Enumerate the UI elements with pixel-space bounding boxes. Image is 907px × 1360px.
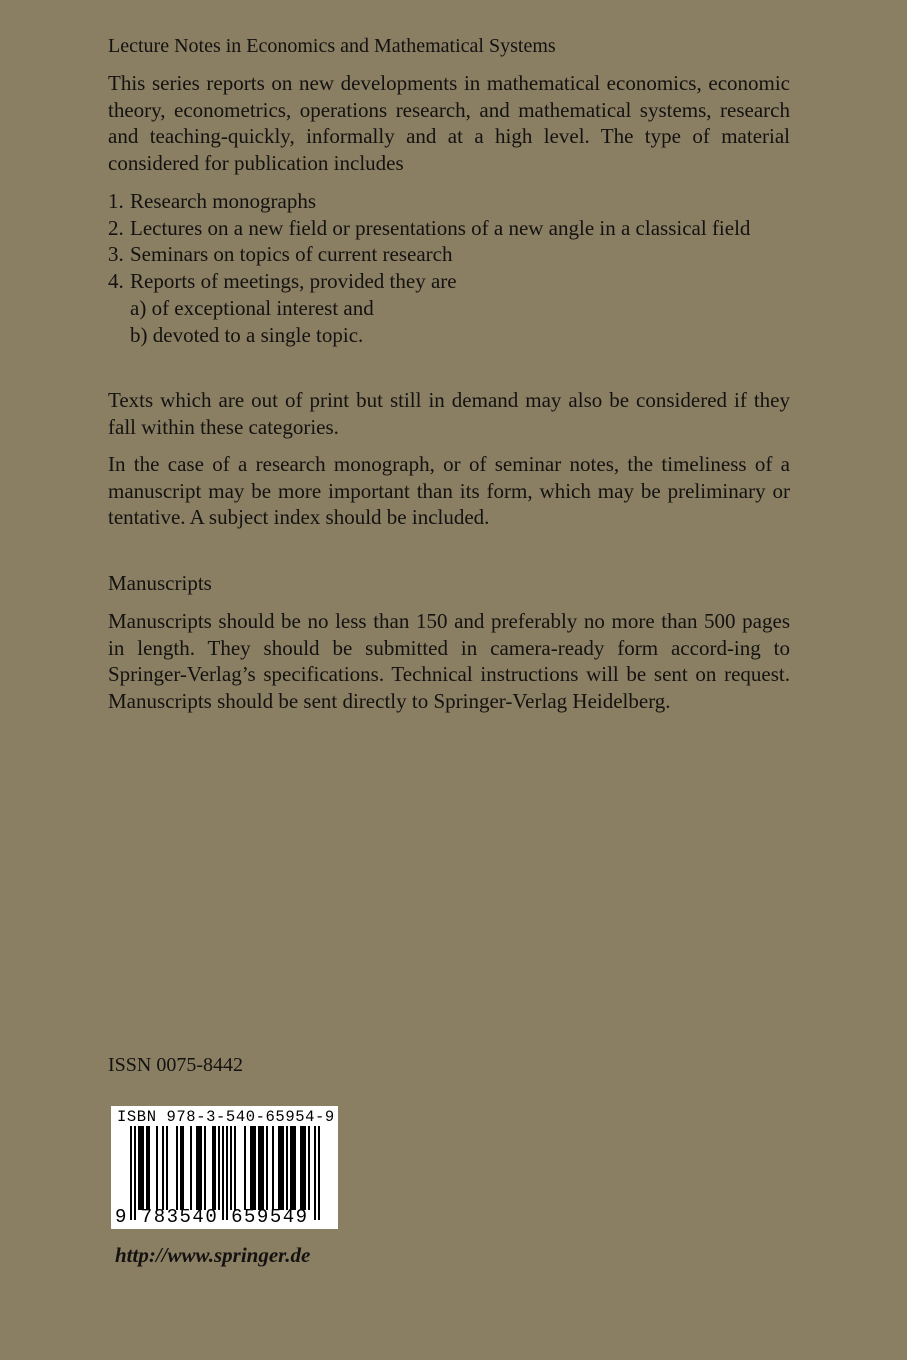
list-item-number: 4. xyxy=(108,269,124,294)
barcode-bar xyxy=(142,1126,144,1210)
barcode-bar xyxy=(196,1126,198,1210)
barcode-bar xyxy=(308,1126,310,1210)
barcode-bar xyxy=(280,1126,282,1210)
barcode-bar xyxy=(204,1126,206,1210)
barcode-bar xyxy=(212,1126,214,1210)
list-item xyxy=(108,215,790,242)
barcode-bar xyxy=(258,1126,260,1210)
list-item-number: 3. xyxy=(108,242,124,267)
barcode-bar xyxy=(162,1126,164,1210)
barcode-digits: 9 783540 659549 xyxy=(115,1206,309,1228)
barcode-bar xyxy=(140,1126,142,1210)
out-of-print-paragraph: Texts which are out of print but still in demand may also be considered if they fall within these categories. xyxy=(108,388,790,439)
barcode-bar xyxy=(290,1126,292,1210)
barcode-bar xyxy=(244,1126,246,1210)
barcode-bar xyxy=(266,1126,268,1210)
barcode-bar xyxy=(318,1126,320,1220)
barcode-bar xyxy=(230,1126,232,1210)
barcode-bar xyxy=(146,1126,148,1210)
list-item-number: 2. xyxy=(108,215,124,240)
barcode-bar xyxy=(250,1126,252,1210)
barcode-bar xyxy=(262,1126,264,1210)
list-item xyxy=(108,188,790,215)
barcode-bar xyxy=(252,1126,254,1210)
list-item xyxy=(108,268,790,295)
barcode-bar xyxy=(218,1126,220,1210)
barcode-bar xyxy=(282,1126,284,1210)
intro-paragraph: This series reports on new developments in mathematical economics, economic theory, econometrics, operations research, and mathematical systems, research and teaching-quickly, informally and at a high level. The type of material considered for publication includes xyxy=(108,71,790,176)
barcode-bar xyxy=(182,1126,184,1210)
barcode-bar xyxy=(166,1126,168,1210)
manuscripts-heading: Manuscripts xyxy=(108,571,212,595)
manuscripts-paragraph: Manuscripts should be no less than 150 and preferably no more than 500 pages in length. They should be submitted in camera-ready form accord-ing to Springer-Verlag’s specifications. Technical instructions will be sent on request. Manuscripts should be sent directly to Springer-Verlag Heidelberg. xyxy=(108,609,790,714)
barcode-bar xyxy=(214,1126,216,1210)
timeliness-paragraph: In the case of a research monograph, or of seminar notes, the timeliness of a manuscript may be more important than its form, which may be preliminary or tentative. A subject index should be included. xyxy=(108,452,790,530)
barcode-bar xyxy=(272,1126,274,1210)
barcode-bar xyxy=(234,1126,236,1210)
barcode-bar xyxy=(314,1126,316,1220)
list-item-number: 1. xyxy=(108,189,124,213)
barcode-bar xyxy=(294,1126,296,1210)
list-item-text: Seminars on topics of current research xyxy=(130,242,453,267)
barcode-bar xyxy=(302,1126,304,1210)
barcode-bar xyxy=(254,1126,256,1210)
barcode-bar xyxy=(300,1126,302,1210)
barcode-bar xyxy=(292,1126,294,1210)
material-list xyxy=(108,188,790,348)
barcode-bar xyxy=(138,1126,140,1210)
barcode-bar xyxy=(148,1126,150,1210)
barcode-bar xyxy=(200,1126,202,1210)
barcode-bar xyxy=(304,1126,306,1210)
barcode-bar xyxy=(190,1126,192,1210)
series-title: Lecture Notes in Economics and Mathematical Systems xyxy=(108,35,556,57)
barcode-bar xyxy=(198,1126,200,1210)
list-item xyxy=(108,241,790,268)
sublist-item: a) of exceptional interest and xyxy=(130,295,374,320)
barcode-bar xyxy=(176,1126,178,1210)
barcode-bar xyxy=(156,1126,158,1210)
sublist-item: b) devoted to a single topic. xyxy=(130,322,364,347)
barcode-bar xyxy=(260,1126,262,1210)
barcode-bar xyxy=(180,1126,182,1210)
barcode-bar xyxy=(278,1126,280,1210)
list-item-text: Research monographs xyxy=(130,189,317,213)
list-item-text: Lectures on a new field or presentations of a new angle in a classical field xyxy=(130,215,751,240)
isbn-barcode xyxy=(111,1106,338,1229)
barcode-isbn-label: ISBN 978-3-540-65954-9 xyxy=(117,1108,335,1126)
barcode-bar xyxy=(286,1126,288,1210)
publisher-url[interactable]: http://www.springer.de xyxy=(115,1243,311,1267)
list-item-text: Reports of meetings, provided they are xyxy=(130,269,457,294)
issn: ISSN 0075-8442 xyxy=(108,1054,244,1076)
